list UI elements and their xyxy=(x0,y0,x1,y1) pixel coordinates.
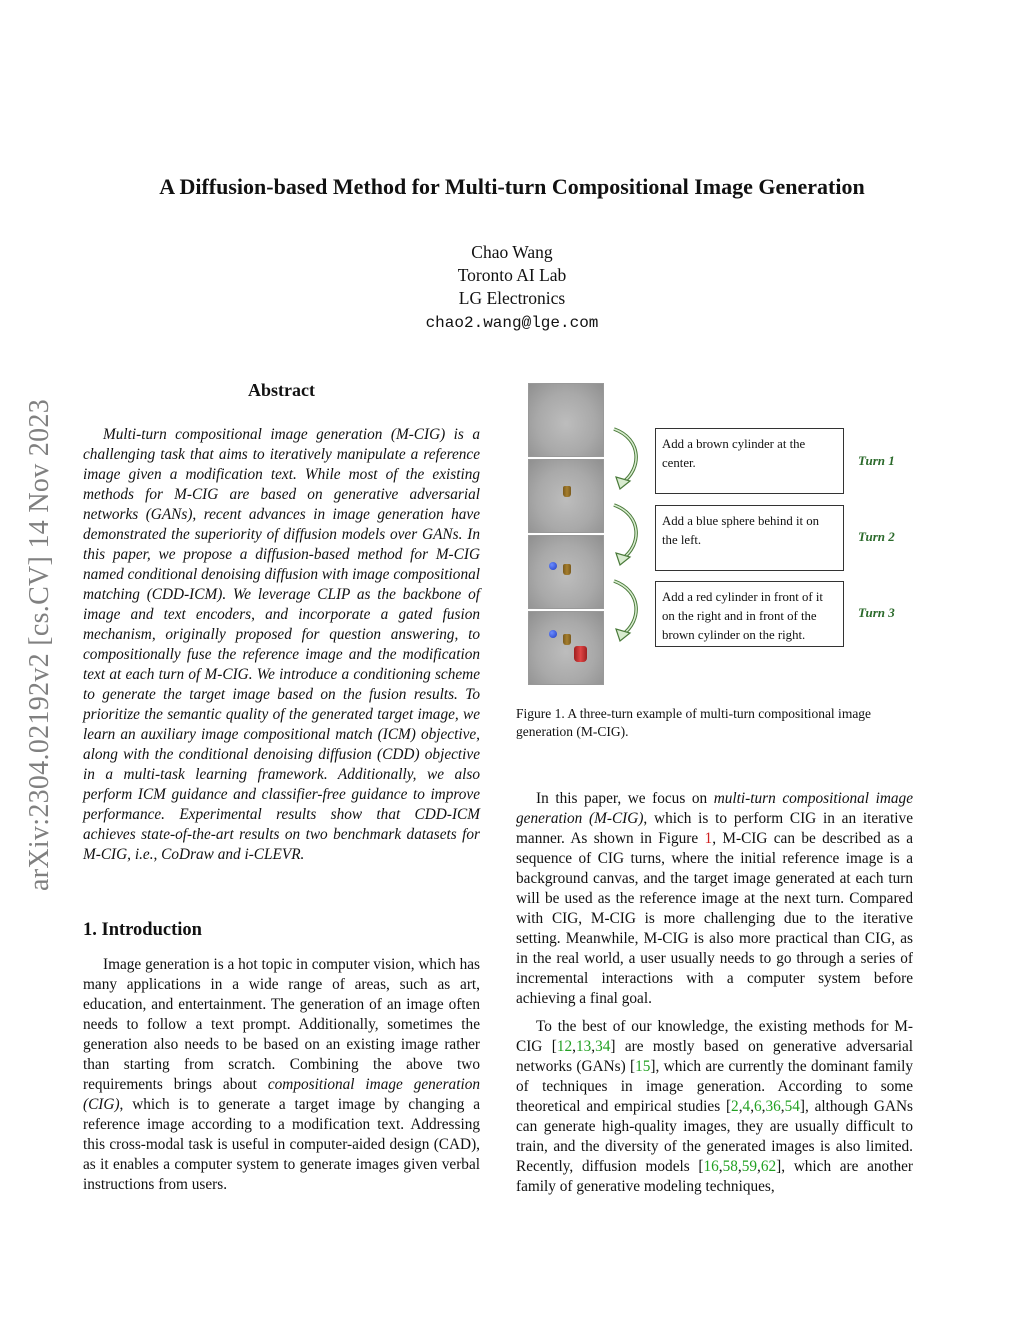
citation-link[interactable]: 4 xyxy=(742,1098,751,1115)
intro-paragraph-3: To the best of our knowledge, the existing methods for M-CIG [12,13,34] are mostly based on generative adversarial networks (GANs) [15], which are currently the dominant family of techniques in image generation. According to some theoretical and empirical studies [2,4,6,36,54], although GANs can generate high-quality images, they are usually difficult to train, and the diversity of the generated images is also limited. Recently, diffusion models [16,58,59,62], which are another family of generative modeling techniques, xyxy=(516,1018,914,1195)
arxiv-id[interactable]: arXiv:2304.02192v2 [cs.CV] 14 Nov 2023 xyxy=(24,398,55,892)
abstract-body xyxy=(83,425,480,865)
citation-link[interactable]: 54 xyxy=(784,1098,800,1115)
text-run: ] are mostly based on generative adversarial networks (GANs) [ xyxy=(516,1038,914,1075)
citation-link[interactable]: 62 xyxy=(760,1158,777,1175)
brown-cylinder xyxy=(563,564,571,575)
intro-heading: 1. Introduction xyxy=(83,920,202,940)
brown-cylinder xyxy=(563,634,571,645)
emphasis: multi-turn compositional image generation (M-CIG) xyxy=(516,790,913,827)
turn-0-image xyxy=(528,383,604,457)
citation-link[interactable]: 13 xyxy=(575,1038,592,1055)
author-affiliation-1: Toronto AI Lab xyxy=(457,265,567,285)
turn-3-instruction: Add a red cylinder in front of it on the right and in front of the brown cylinder on the right. xyxy=(655,581,844,647)
text-run: , M-CIG can be described as a sequence of CIG turns, where the initial reference image is a background canvas, and the target image generated at each turn will be used as the reference image at the next turn. Compared with CIG, M-CIG is more challenging due to the iterative setting. Meanwhile, M-CIG is also more practical than CIG, as in the real world, a user usually needs to go through a series of incremental interactions with a computer system before achieving a final goal. xyxy=(516,830,913,1007)
blue-sphere xyxy=(549,562,557,570)
text-run: , which is to perform CIG in an iterative manner. As shown in Figure xyxy=(516,810,913,847)
turn-1-label: Turn 1 xyxy=(858,453,895,468)
turn-3-image xyxy=(528,611,604,685)
citation-link[interactable]: 15 xyxy=(635,1058,651,1075)
text-run: ], which are currently the dominant family of techniques in image generation. According to some theoretical and empirical studies [ xyxy=(516,1058,913,1115)
intro-paragraph-2 xyxy=(516,789,913,1009)
brown-cylinder xyxy=(563,486,571,497)
text-run: ], although GANs can generate high-quality images, they are usually difficult to train, and the diversity of the generated images is also limited. Recently, diffusion models [ xyxy=(516,1098,913,1175)
turn-2-image xyxy=(528,535,604,609)
intro-paragraph-1 xyxy=(83,955,480,1203)
author-name: Chao Wang xyxy=(471,242,553,262)
abstract-heading: Abstract xyxy=(248,380,315,400)
turn-2-arrow-icon xyxy=(608,501,648,571)
abstract-text: Multi-turn compositional image generation (M-CIG) is a challenging task that aims to iteratively manipulate a reference image given a modification text. While most of the existing methods for M-CIG are based on generative adversarial networks (GANs), recent advances in image generation have demonstrated the superiority of diffusion models over GANs. In this paper, we propose a diffusion-based method for M-CIG named conditional denoising diffusion with image compositional matching (CDD-ICM). We leverage CLIP as the backbone of image and text encoders, and incorporate a gated fusion mechanism, originally proposed for question answering, to compositionally fuse the reference image and the modification text at each turn of M-CIG. We introduce a conditioning scheme to generate the target image based on the fusion results. To prioritize the semantic quality of the generated target image, we learn an auxiliary image compositional match (ICM) objective, along with the conditional denoising diffusion (CDD) objective in a multi-task learning framework. Additionally, we also perform ICM guidance and classifier-free guidance to improve performance. Experimental results show that CDD-ICM achieves state-of-the-art results on two benchmark datasets for M-CIG, i.e., CoDraw and i-CLEVR. xyxy=(83,426,480,863)
text-run: To the best of our knowledge, the existing methods for M-CIG [ xyxy=(516,1018,913,1055)
paper-title: A Diffusion-based Method for Multi-turn Compositional Image Generation xyxy=(159,174,865,199)
turn-1-image xyxy=(528,459,604,533)
citation-link[interactable]: 58 xyxy=(722,1158,738,1175)
citation-link[interactable]: 2 xyxy=(731,1098,739,1115)
citation-link[interactable]: 59 xyxy=(741,1158,757,1175)
turn-2-instruction: Add a blue sphere behind it on the left. xyxy=(655,505,844,571)
figure-1 xyxy=(528,383,918,685)
text-run: In this paper, we focus on xyxy=(536,790,714,807)
turn-2-label: Turn 2 xyxy=(858,529,895,544)
blue-sphere xyxy=(549,630,557,638)
right-column-text xyxy=(516,789,913,1205)
red-cylinder xyxy=(574,646,587,662)
text-run: Image generation is a hot topic in computer vision, which has many applications in a wide range of areas, such as art, education, and entertainment. The generation of an image often needs to follow a text prompt. Additionally, sometimes the generation also needs to be based on an existing image rather than starting from scratch. Combining the above two requirements brings about xyxy=(83,956,480,1093)
text-run: ], which are another family of generative modeling techniques, xyxy=(516,1158,913,1195)
citation-link[interactable]: 6 xyxy=(754,1098,762,1115)
emphasis: compositional image generation (CIG) xyxy=(83,1076,480,1113)
turn-3-arrow-icon xyxy=(608,577,648,647)
citation-link[interactable]: 16 xyxy=(703,1158,719,1175)
text-run: , which is to generate a target image by changing a reference image according to a modification text. Addressing this cross-modal task is useful in computer-aided design (CAD), as it enables a computer system to generate images given verbal instructions from users. xyxy=(83,1096,480,1193)
figure-1-caption: Figure 1. A three-turn example of multi-turn compositional image generation (M-CIG). xyxy=(516,706,872,739)
citation-link[interactable]: 36 xyxy=(765,1098,781,1115)
turn-3-label: Turn 3 xyxy=(858,605,895,620)
citation-link[interactable]: 12 xyxy=(556,1038,573,1055)
arxiv-stamp xyxy=(10,345,70,945)
turn-1-instruction: Add a brown cylinder at the center. xyxy=(655,428,844,494)
turn-1-arrow-icon xyxy=(608,425,648,495)
citation-link[interactable]: 34 xyxy=(595,1038,611,1055)
author-affiliation-2: LG Electronics xyxy=(458,288,566,308)
figure-ref-link[interactable]: 1 xyxy=(704,830,713,847)
author-email[interactable]: chao2.wang@lge.com xyxy=(425,314,599,332)
